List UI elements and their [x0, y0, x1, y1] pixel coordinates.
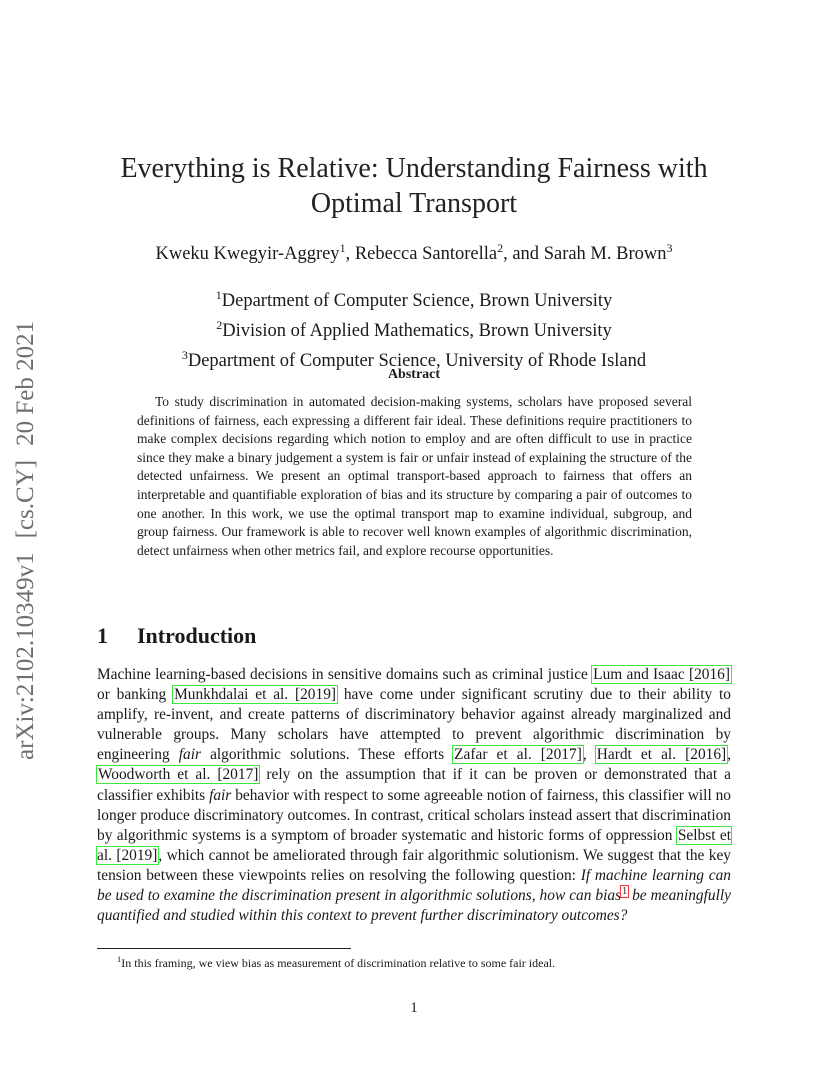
title-line-1: Everything is Relative: Understanding Fairness with — [120, 153, 708, 184]
section-heading — [97, 623, 256, 649]
arxiv-date: 20 Feb 2021 — [12, 320, 39, 446]
arxiv-category: [cs.CY] — [12, 459, 39, 539]
citation-link[interactable]: Munkhdalai et al. [2019] — [174, 686, 337, 704]
body-text: Machine learning-based decisions in sensitive domains such as criminal justice — [97, 666, 593, 683]
page-number: 1 — [410, 1000, 418, 1016]
body-text: , which cannot be ameliorated through fair algorithmic solutionism. We suggest that the key tension between these viewpoints relies on resolving the following question: — [97, 846, 731, 884]
body-text: , — [727, 746, 732, 764]
emphasis: If machine learning can be used to examine the discrimination present in algorithmic solutions, how can bias — [97, 866, 731, 905]
affiliation-text: Department of Computer Science, University of Rhode Island — [187, 351, 647, 372]
affiliation-mark: 2 — [216, 318, 223, 333]
body-text: algorithmic solutions. These efforts — [200, 746, 454, 764]
citation-link[interactable]: Lum and Isaac [2016] — [593, 666, 730, 683]
emphasis: be meaningfully quantified and studied within this context to prevent further discriminatory outcomes? — [97, 887, 731, 925]
author-name: Sarah M. Brown — [543, 244, 667, 265]
footnote-text: In this framing, we view bias as measurement of discrimination relative to some fair ideal. — [121, 956, 556, 970]
affiliation — [97, 313, 731, 343]
body-text: rely on the assumption that if it can be proven or demonstrated that a classifier exhibits — [97, 766, 731, 804]
affiliation — [97, 283, 731, 313]
citation-link[interactable]: Selbst et al. [2019] — [97, 826, 731, 864]
footnote — [117, 954, 555, 971]
author-separator: , — [345, 244, 355, 265]
body-text: have come under significant scrutiny due to their ability to amplify, re-invent, and create patterns of discriminatory behavior against already marginalized and vulnerable groups. Many scholars have attempted to prevent algorithmic discrimination by engineering — [97, 686, 731, 764]
section-number: 1 — [97, 623, 108, 648]
footnote-divider — [97, 948, 351, 949]
citation-link[interactable]: Hardt et al. [2016] — [596, 746, 727, 764]
affiliation-mark: 1 — [215, 288, 222, 302]
affiliation-mark: 1 — [339, 241, 346, 255]
footnote-link[interactable]: 1 — [622, 885, 628, 897]
affiliation-list — [97, 283, 731, 373]
citation-link[interactable]: Zafar et al. [2017] — [454, 746, 582, 764]
affiliation-mark: 2 — [497, 241, 504, 255]
paper-title — [97, 151, 731, 221]
abstract-text: To study discrimination in automated decision-making systems, scholars have proposed several definitions of fairness, each expressing a different fair ideal. These definitions require practitioners to make complex decisions regarding which notion to employ and are often difficult to use in practice since they make a binary judgement a system is fair or unfair instead of explaining the structure of the detected unfairness. We present an optimal transport-based approach to fairness that offers an interpretable and quantifiable exploration of bias and its structure by comparing a pair of outcomes to one another. In this work, we use the optimal transport map to examine individual, subgroup, and group fairness. Our framework is able to recover well known examples of algorithmic discrimination, detect unfairness when other metrics fail, and explore recourse opportunities. — [137, 394, 692, 558]
intro-paragraph — [97, 665, 731, 926]
author-separator: , and — [503, 244, 544, 265]
affiliation-mark: 3 — [181, 348, 188, 363]
arxiv-stamp — [12, 270, 40, 760]
emphasis: fair — [178, 746, 201, 764]
author-name: Rebecca Santorella — [354, 244, 498, 265]
body-text: or banking — [97, 686, 174, 704]
body-text: behavior with respect to some agreeable notion of fairness, this classifier will no longer produce discriminatory outcomes. In contrast, critical scholars instead assert that discrimination by algorithmic systems is a symptom of broader systematic and historic forms of oppression — [97, 786, 731, 844]
emphasis: fair — [209, 786, 232, 804]
title-line-2: Optimal Transport — [310, 188, 518, 219]
citation-link[interactable]: Woodworth et al. [2017] — [98, 766, 259, 784]
affiliation-text: Department of Computer Science, Brown University — [221, 291, 613, 312]
author-name: Kweku Kwegyir-Aggrey — [155, 244, 340, 265]
section-title: Introduction — [137, 623, 257, 648]
abstract-heading: Abstract — [387, 367, 441, 382]
footnote-mark: 1 — [117, 954, 122, 964]
author-list — [97, 241, 731, 265]
affiliation-mark: 3 — [666, 241, 673, 255]
affiliation-text: Division of Applied Mathematics, Brown University — [222, 321, 612, 342]
body-text: , — [582, 746, 596, 764]
arxiv-id: arXiv:2102.10349v1 — [12, 552, 39, 760]
